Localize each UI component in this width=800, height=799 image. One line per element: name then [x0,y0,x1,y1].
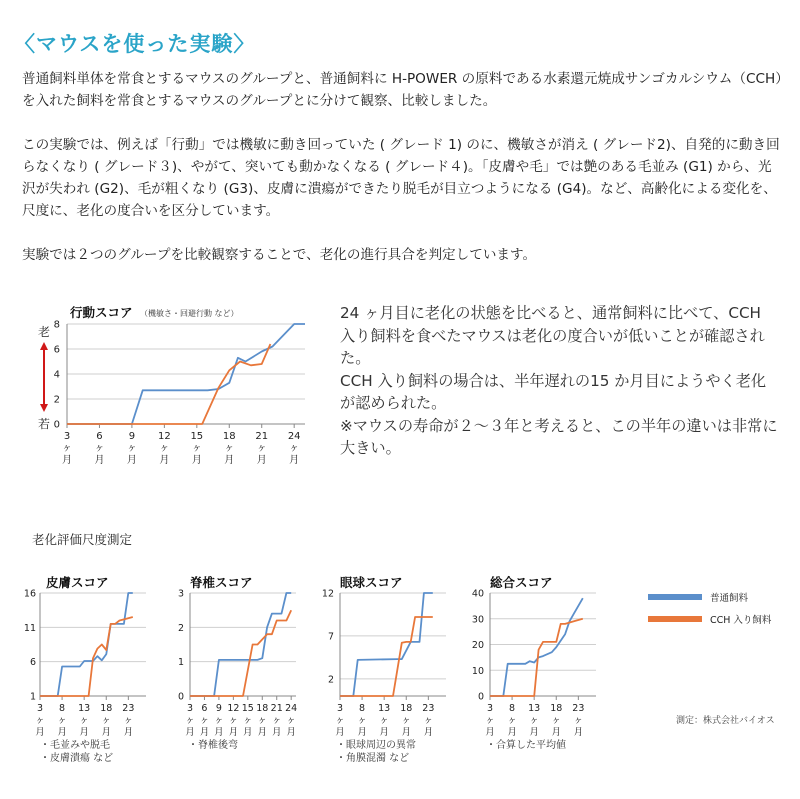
spine-x-tick-label: 15 [241,703,254,714]
eye-x-tick-label: 8 [359,703,366,714]
legend [640,588,800,638]
findings-text [340,302,780,460]
skin-x-tick-suffix: ヶ [57,715,67,726]
spine-x-tick-suffix: ヶ [286,715,296,726]
legend-swatch-normal [648,594,702,600]
main-x-tick-label: 12 [157,431,171,442]
main-x-tick-suffix: 月 [62,455,72,466]
eye-note-2: ・角膜混濁 など [336,753,410,764]
eye-x-tick-suffix: 月 [335,727,345,738]
spine-x-tick-suffix: 月 [228,727,239,738]
spine-x-tick-suffix: ヶ [257,715,268,726]
main-y-tick-label: 2 [53,394,60,406]
skin-x-tick-suffix: 月 [123,727,134,738]
behavior-score-chart [30,300,330,500]
main-x-tick-suffix: 月 [94,455,105,466]
total-series-cch-line [490,619,583,696]
main-x-tick-suffix: ヶ [289,443,300,454]
eye-y-tick-label: 12 [321,588,334,600]
total-score-chart [468,572,608,742]
total-chart-title: 総合スコア [490,575,553,590]
skin-x-tick-suffix: 月 [101,727,112,738]
finding-2: CCH 入り飼料の場合は、半年遅れの15 か月目にようやく老化が認められた。 [340,371,767,412]
total-x-tick-suffix: ヶ [573,715,584,726]
total-y-tick-label: 20 [471,640,484,651]
total-y-tick-label: 0 [477,691,484,703]
total-x-tick-label: 8 [509,703,516,714]
spine-x-tick-suffix: 月 [185,727,195,738]
main-x-tick-suffix: 月 [289,455,300,466]
main-x-tick-label: 21 [255,431,269,442]
eye-x-tick-suffix: ヶ [401,715,412,726]
page-title: 〈マウスを使った実験〉 [14,32,256,56]
skin-x-tick-suffix: ヶ [35,715,45,726]
main-x-tick-suffix: ヶ [126,443,137,454]
skin-x-tick-suffix: ヶ [123,715,134,726]
skin-x-tick-label: 13 [78,703,91,714]
section-label: 老化評価尺度測定 [32,532,133,547]
spine-x-tick-suffix: ヶ [185,715,195,726]
total-x-tick-suffix: 月 [507,727,517,738]
main-x-tick-label: 24 [287,431,301,442]
skin-y-tick-label: 1 [29,691,36,703]
skin-x-tick-label: 23 [122,703,135,714]
spine-x-tick-label: 9 [215,703,222,714]
eye-series-normal-line [340,593,433,696]
spine-x-tick-suffix: ヶ [214,715,224,726]
main-x-tick-suffix: 月 [224,455,235,466]
eye-x-tick-suffix: 月 [379,727,389,738]
skin-x-tick-suffix: 月 [79,727,89,738]
spine-x-tick-suffix: 月 [243,727,253,738]
total-x-tick-suffix: 月 [485,727,495,738]
skin-note-2: ・皮膚潰瘍 など [40,753,114,764]
finding-1: 24 ヶ月目に老化の状態を比べると、通常飼料に比べて、CCH 入り飼料を食べたマウスは老化の度合いが低いことが確認された。 [340,304,765,367]
red-arrow-head-up [40,342,48,350]
intro-paragraph-2: この実験では、例えば「行動」では機敏に動き回っていた ( グレード 1) のに、機敏さが消え ( グレード2)、自発的に動き回らなくなり ( グレード３)、やがて、突いても動かなくなる ( グレード４)。「皮膚や毛」では艶のある毛並み (G1) から、光沢が失われ (G2)、毛が粗くなり (G3)、皮膚に潰瘍ができたり脱毛が目立つようになる (G4)。など、高齢化による変化を、尺度に、老化の度合いを区分しています。 [22,137,780,219]
main-x-tick-suffix: 月 [126,455,137,466]
eye-x-tick-suffix: 月 [357,727,367,738]
spine-x-tick-label: 3 [186,703,194,714]
skin-x-tick-suffix: ヶ [79,715,89,726]
main-y-tick-label: 0 [53,419,60,431]
finding-3: ※マウスの寿命が２～３年と考えると、この半年の違いは非常に大きい。 [340,416,778,457]
spine-x-tick-suffix: 月 [271,727,282,738]
spine-series-normal-line [190,593,291,696]
total-y-tick-label: 30 [471,614,484,626]
eye-x-tick-label: 3 [336,703,344,714]
main-x-tick-suffix: ヶ [191,443,202,454]
spine-y-tick-label: 2 [177,622,184,634]
total-x-tick-suffix: 月 [529,727,539,738]
total-x-tick-suffix: ヶ [529,715,539,726]
eye-x-tick-suffix: ヶ [423,715,434,726]
total-y-tick-label: 10 [471,665,484,677]
skin-y-tick-label: 11 [23,622,36,634]
spine-x-tick-label: 24 [285,703,298,714]
legend-swatch-cch [648,616,702,622]
spine-score-chart [168,572,308,742]
eye-x-tick-suffix: 月 [401,727,412,738]
skin-x-tick-label: 18 [100,703,113,714]
y-axis-bottom-label: 若 [37,417,51,431]
spine-x-tick-label: 21 [270,703,283,714]
spine-x-tick-suffix: ヶ [243,715,253,726]
main-y-tick-label: 8 [53,319,60,331]
total-x-tick-suffix: ヶ [551,715,562,726]
eye-score-chart [318,572,458,742]
total-x-tick-label: 23 [572,703,585,714]
total-x-tick-label: 3 [486,703,494,714]
eye-y-tick-label: 7 [327,631,334,643]
total-notes [486,739,566,752]
spine-x-tick-suffix: ヶ [199,715,210,726]
spine-note-1: ・脊椎後弯 [188,740,238,751]
main-x-tick-label: 3 [63,431,71,442]
eye-notes [336,739,416,765]
main-y-tick-label: 4 [53,369,60,381]
skin-x-tick-label: 3 [36,703,44,714]
skin-series-normal-line [40,593,133,696]
spine-y-tick-label: 3 [177,588,184,600]
main-x-tick-suffix: 月 [191,455,202,466]
intro-paragraph-1: 普通飼料単体を常食とするマウスのグループと、普通飼料に H-POWER の原料である水素還元焼成サンゴカルシウム（CCH）を入れた飼料を常食とするマウスのグループとに分けて観察、比較しました。 [22,71,782,109]
spine-x-tick-suffix: 月 [257,727,268,738]
eye-chart-title: 眼球スコア [340,575,403,590]
spine-x-tick-label: 18 [256,703,269,714]
main-x-tick-suffix: ヶ [62,443,72,454]
main-x-tick-suffix: ヶ [224,443,235,454]
spine-y-tick-label: 0 [177,691,184,703]
total-x-tick-suffix: ヶ [485,715,495,726]
main-x-tick-suffix: ヶ [256,443,267,454]
eye-x-tick-label: 13 [378,703,391,714]
skin-notes [40,739,113,765]
skin-note-1: ・毛並みや脱毛 [40,740,110,751]
spine-x-tick-suffix: 月 [286,727,296,738]
main-x-tick-label: 18 [222,431,236,442]
total-x-tick-suffix: ヶ [507,715,517,726]
skin-series-cch-line [40,617,133,696]
main-x-tick-suffix: ヶ [94,443,105,454]
total-x-tick-suffix: 月 [573,727,584,738]
main-y-tick-label: 6 [53,344,60,356]
total-y-tick-label: 40 [471,588,484,600]
main-x-tick-label: 6 [96,431,103,442]
skin-chart-title: 皮膚スコア [46,575,109,590]
credit-text: 測定：株式会社バイオス [676,716,775,726]
skin-y-tick-label: 6 [29,657,36,669]
main-x-tick-label: 15 [190,431,204,442]
main-chart-title: 行動スコア [70,305,133,320]
skin-score-chart [18,572,158,742]
eye-note-1: ・眼球周辺の異常 [336,740,416,751]
eye-x-tick-suffix: ヶ [335,715,345,726]
spine-chart-title: 脊椎スコア [190,575,253,590]
skin-x-tick-suffix: 月 [57,727,67,738]
main-x-tick-label: 9 [128,431,136,442]
legend-label-cch: CCH 入り飼料 [710,615,772,626]
spine-series-cch-line [190,610,291,696]
skin-y-tick-label: 16 [23,588,36,600]
main-series-cch-line [67,344,270,424]
main-chart-subtitle: （機敏さ・回避行動 など） [140,309,239,318]
intro-paragraph-3: 実験では２つのグループを比較観察することで、老化の進行具合を判定しています。 [22,247,537,263]
eye-y-tick-label: 2 [327,674,334,686]
y-axis-top-label: 老 [37,325,51,339]
total-x-tick-label: 18 [550,703,563,714]
skin-x-tick-suffix: ヶ [101,715,112,726]
eye-x-tick-suffix: ヶ [357,715,367,726]
intro-text [22,68,782,266]
spine-x-tick-label: 12 [227,703,240,714]
eye-x-tick-suffix: ヶ [379,715,389,726]
spine-x-tick-label: 6 [201,703,208,714]
spine-x-tick-suffix: 月 [199,727,210,738]
eye-x-tick-label: 18 [400,703,413,714]
spine-notes [188,739,238,752]
main-x-tick-suffix: 月 [256,455,267,466]
total-note-1: ・合算した平均値 [486,740,566,751]
eye-x-tick-suffix: 月 [423,727,434,738]
spine-y-tick-label: 1 [177,657,184,669]
spine-x-tick-suffix: 月 [214,727,224,738]
skin-x-tick-suffix: 月 [35,727,45,738]
skin-x-tick-label: 8 [59,703,66,714]
red-arrow-head-down [40,404,48,412]
spine-x-tick-suffix: ヶ [271,715,282,726]
main-x-tick-suffix: 月 [159,455,170,466]
spine-x-tick-suffix: ヶ [228,715,239,726]
legend-label-normal: 普通飼料 [710,593,749,604]
total-x-tick-suffix: 月 [551,727,562,738]
main-x-tick-suffix: ヶ [159,443,170,454]
total-x-tick-label: 13 [528,703,541,714]
eye-x-tick-label: 23 [422,703,435,714]
